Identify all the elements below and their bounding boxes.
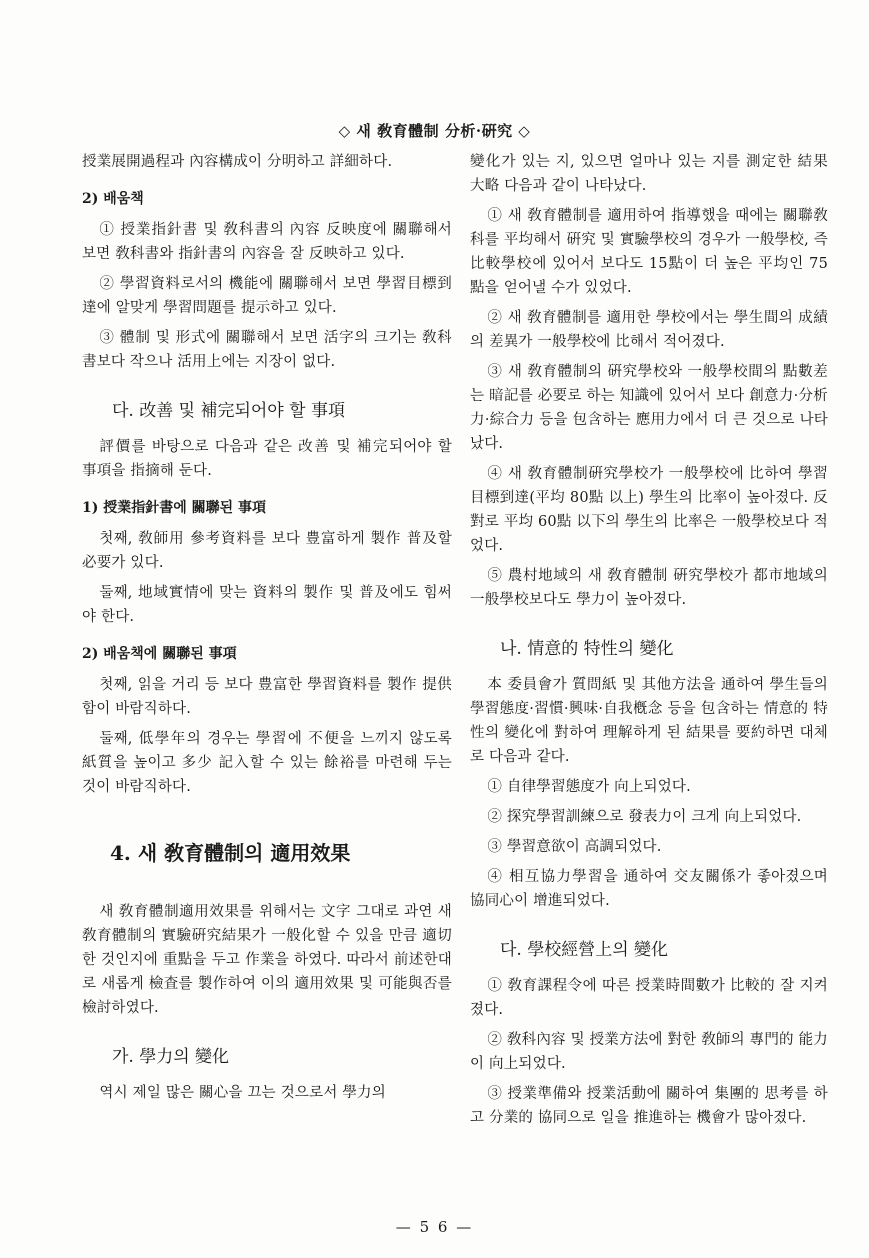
paragraph: 授業展開過程과 內容構成이 分明하고 詳細하다. (82, 154, 393, 170)
paragraph: 本 委員會가 質問紙 및 其他方法을 通하여 學生들의 學習態度·習慣·興味·自我槪念 등을 包含하는 情意的 特性의 變化에 對하여 理解하게 된 結果를 要約하면 대체로 다음과 같다. (470, 677, 828, 765)
subsection-heading: 2) 배움책 (82, 191, 144, 207)
section-heading: 나. 情意的 特性의 變化 (500, 639, 674, 659)
left-column (82, 150, 452, 1111)
paragraph: 첫째, 읽을 거리 등 보다 豊富한 學習資料를 製作 提供함이 바람직하다. (82, 677, 452, 717)
paragraph: ③ 體制 및 形式에 關聯해서 보면 活字의 크기는 敎科書보다 작으나 活用上에는 지장이 없다. (82, 330, 452, 370)
paragraph: ③ 學習意欲이 高調되었다. (487, 839, 662, 855)
paragraph: ① 授業指針書 및 敎科書의 內容 反映度에 關聯해서 보면 敎科書와 指針書의 內容을 잘 反映하고 있다. (82, 222, 452, 262)
paragraph: ④ 새 敎育體制硏究學校가 一般學校에 比하여 學習目標到達(平均 80點 以上) 學生의 比率이 높아졌다. 反對로 平均 60點 以下의 學生의 比率은 一般學校보다 적었다. (470, 466, 828, 554)
paragraph: ② 새 敎育體制를 適用한 學校에서는 學生間의 成績의 差異가 一般學校에 比해서 적어졌다. (470, 310, 828, 350)
paragraph: ② 探究學習訓練으로 發表力이 크게 向上되었다. (487, 809, 802, 825)
paragraph: ⑤ 農村地域의 새 敎育體制 硏究學校가 都市地域의 一般學校보다도 學力이 높아졌다. (470, 568, 828, 608)
chapter-heading: 4. 새 敎育體制의 適用效果 (110, 841, 351, 865)
paragraph: 역시 제일 많은 關心을 끄는 것으로서 學力의 (99, 1085, 386, 1101)
paragraph: ② 敎科內容 및 授業方法에 對한 敎師의 專門的 能力이 向上되었다. (470, 1032, 828, 1072)
subsection-heading: 1) 授業指針書에 關聯된 事項 (82, 500, 267, 516)
paragraph: 變化가 있는 지, 있으면 얼마나 있는 지를 測定한 結果 大略 다음과 같이 나타났다. (470, 154, 828, 194)
paragraph: ③ 새 敎育體制의 硏究學校와 一般學校間의 點數差는 暗記를 必要로 하는 知識에 있어서 보다 創意力·分析力·綜合力 등을 包含하는 應用力에서 더 큰 것으로 나타났다. (470, 364, 828, 452)
paragraph: 둘째, 地域實情에 맞는 資料의 製作 및 普及에도 힘써야 한다. (82, 585, 452, 625)
page-number: — 5 6 — (395, 1218, 474, 1236)
paragraph: ① 自律學習態度가 向上되었다. (487, 779, 691, 795)
paragraph: 둘째, 低學年의 경우는 學習에 不便을 느끼지 않도록 紙質을 높이고 多少 記入할 수 있는 餘裕를 마련해 두는 것이 바람직하다. (82, 731, 452, 795)
page-header: ◇ 새 敎育體制 分析·硏究 ◇ (338, 122, 531, 140)
paragraph: ③ 授業準備와 授業活動에 關하여 集團的 思考를 하고 分業的 協同으로 일을 推進하는 機會가 많아졌다. (470, 1086, 828, 1126)
paragraph: ① 敎育課程令에 따른 授業時間數가 比較的 잘 지켜졌다. (470, 978, 828, 1018)
section-heading: 다. 改善 및 補完되어야 할 事項 (112, 401, 345, 421)
paragraph: ① 새 敎育體制를 適用하여 指導했을 때에는 關聯敎科를 平均해서 硏究 및 實驗學校의 경우가 一般學校, 즉 比較學校에 있어서 보다도 15點이 더 높은 平均인 75點을 얻어낼 수가 있었다. (470, 208, 828, 296)
paragraph: 첫째, 敎師用 參考資料를 보다 豊富하게 製作 普及할 必要가 있다. (82, 531, 452, 571)
section-heading: 다. 學校經營上의 變化 (500, 940, 669, 960)
section-heading: 가. 學力의 變化 (112, 1047, 230, 1067)
paragraph: 새 敎育體制適用效果를 위해서는 文字 그대로 과연 새 敎育體制의 實驗硏究結果가 一般化할 수 있을 만큼 適切한 것인지에 重點을 두고 作業을 하였다. 따라서 前述한대로 새롭게 檢査를 製作하여 이의 適用效果 및 可能與否를 檢討하였다. (82, 904, 452, 1016)
paragraph: 評價를 바탕으로 다음과 같은 改善 및 補完되어야 할 事項을 指摘해 둔다. (82, 439, 452, 479)
paragraph: ④ 相互協力學習을 通하여 交友關係가 좋아졌으며 協同心이 增進되었다. (470, 869, 828, 909)
paragraph: ② 學習資料로서의 機能에 關聯해서 보면 學習目標到達에 알맞게 學習問題를 提示하고 있다. (82, 276, 452, 316)
subsection-heading: 2) 배움책에 關聯된 事項 (82, 646, 237, 662)
right-column (470, 150, 828, 1136)
